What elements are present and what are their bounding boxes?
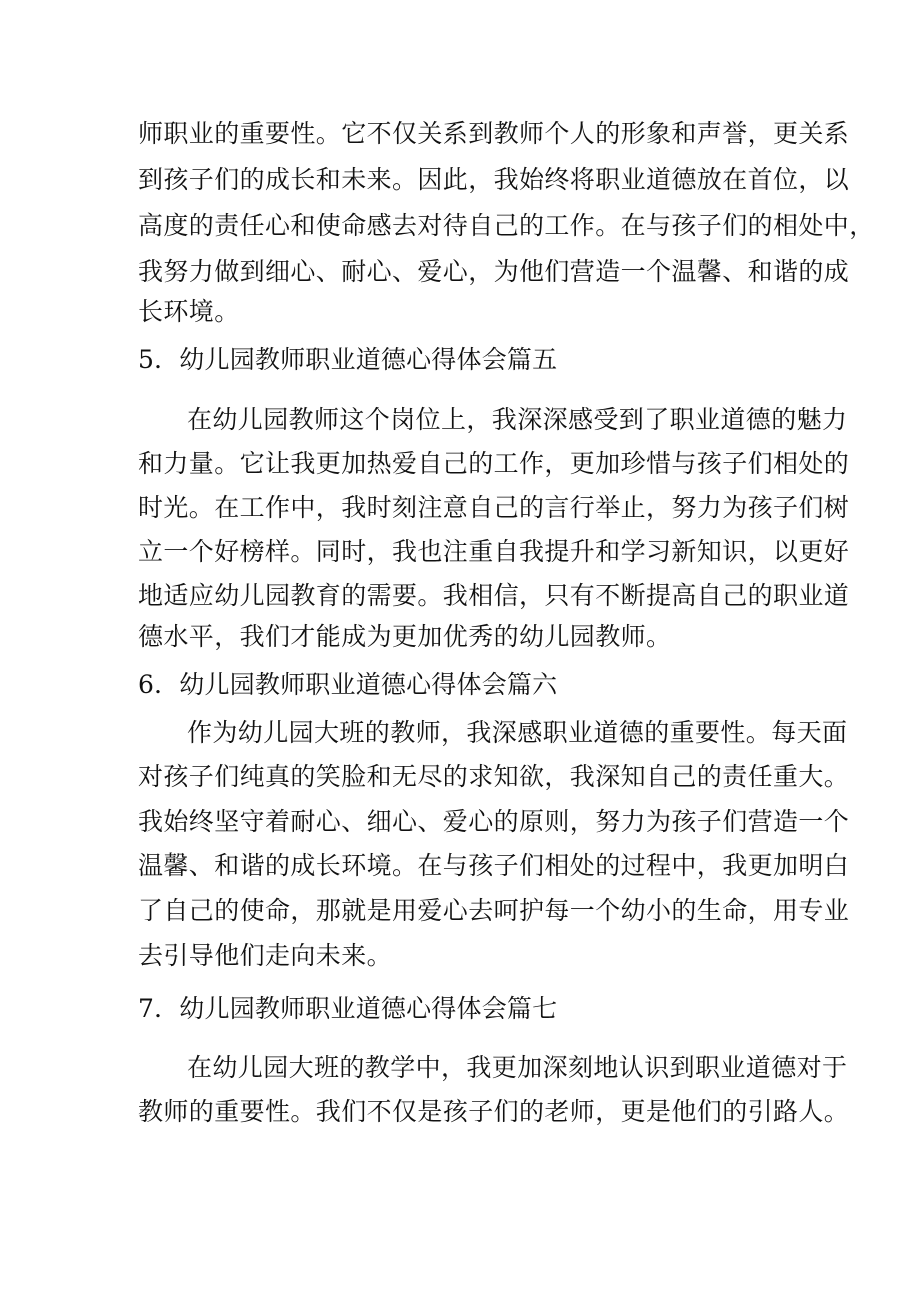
paragraph-line: 在幼儿园教师这个岗位上，我深深感受到了职业道德的魅力 [187,405,848,434]
paragraph-line: 去引导他们走向未来。 [138,941,393,970]
paragraph-line: 立一个好榜样。同时，我也注重自我提升和学习新知识，以更好 [138,537,850,566]
paragraph-line: 和力量。它让我更加热爱自己的工作，更加珍惜与孩子们相处的 [138,449,850,478]
paragraph-line: 高度的责任心和使命感去对待自己的工作。在与孩子们的相处中， [138,211,875,240]
section-heading-7: 7．幼儿园教师职业道德心得体会篇七 [138,994,558,1023]
paragraph-line: 作为幼儿园大班的教师，我深感职业道德的重要性。每天面 [187,718,848,747]
paragraph-line: 我始终坚守着耐心、细心、爱心的原则，努力为孩子们营造一个 [138,807,850,836]
paragraph-line: 德水平，我们才能成为更加优秀的幼儿园教师。 [138,622,672,651]
paragraph-line: 在幼儿园大班的教学中，我更加深刻地认识到职业道德对于 [187,1053,848,1082]
paragraph-line: 时光。在工作中，我时刻注意自己的言行举止，努力为孩子们树 [138,493,850,522]
paragraph-line: 对孩子们纯真的笑脸和无尽的求知欲，我深知自己的责任重大。 [138,762,850,791]
paragraph-line: 地适应幼儿园教育的需要。我相信，只有不断提高自己的职业道 [138,581,850,610]
paragraph-line: 师职业的重要性。它不仅关系到教师个人的形象和声誉，更关系 [138,119,850,148]
paragraph-line: 到孩子们的成长和未来。因此，我始终将职业道德放在首位，以 [138,165,850,194]
paragraph-line: 教师的重要性。我们不仅是孩子们的老师，更是他们的引路人。 [138,1097,850,1126]
section-heading-6: 6．幼儿园教师职业道德心得体会篇六 [138,670,558,699]
paragraph-line: 温馨、和谐的成长环境。在与孩子们相处的过程中，我更加明白 [138,851,850,880]
paragraph-line: 长环境。 [138,297,240,326]
paragraph-line: 了自己的使命，那就是用爱心去呵护每一个幼小的生命，用专业 [138,896,850,925]
paragraph-line: 我努力做到细心、耐心、爱心，为他们营造一个温馨、和谐的成 [138,257,850,286]
section-heading-5: 5．幼儿园教师职业道德心得体会篇五 [138,345,558,374]
